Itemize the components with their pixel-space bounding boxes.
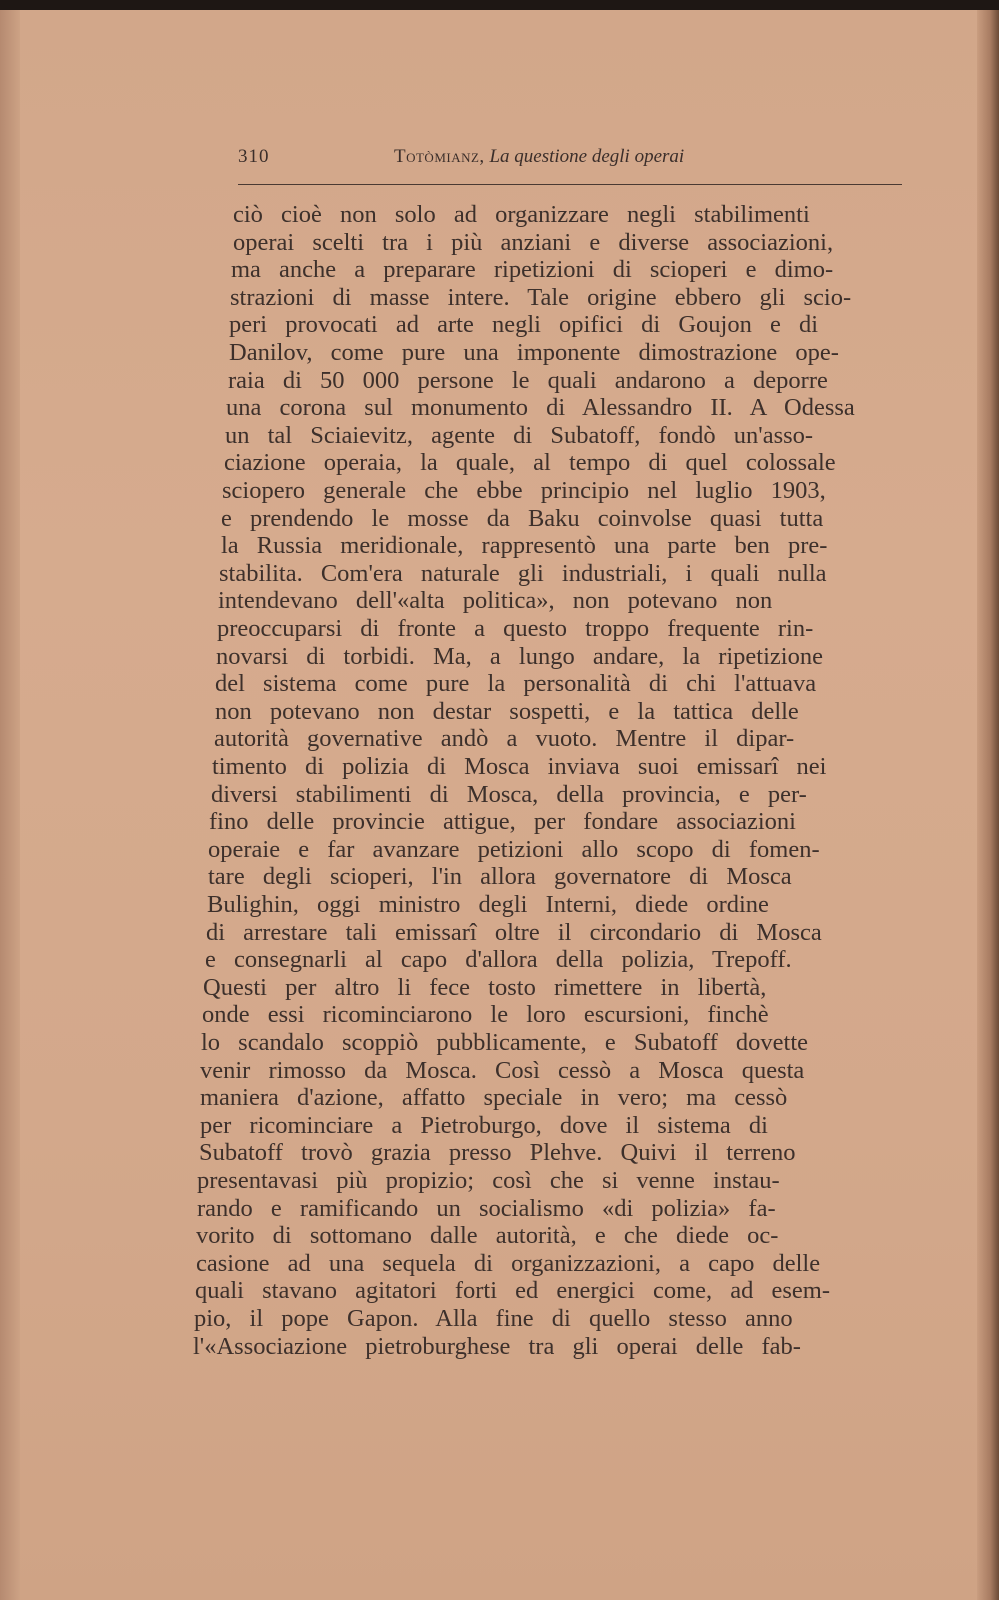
text-line: del sistema come pure la personalità di chi l'attuava: [215, 670, 817, 698]
text-line: la Russia meridionale, rappresentò una parte ben pre-: [221, 532, 828, 560]
text-line: Danilov, come pure una imponente dimostrazione ope-: [229, 339, 839, 366]
text-line: quali stavano agitatori forti ed energici come, ad esem-: [195, 1277, 831, 1305]
text-line: Bulighin, oggi ministro degli Interni, diede ordine: [207, 891, 769, 918]
header-rule: [238, 184, 902, 185]
text-line: una corona sul monumento di Alessandro II. A Odessa: [226, 394, 855, 422]
text-line: Questi per altro li fece tosto rimettere in libertà,: [203, 973, 767, 1001]
text-line: operaie e far avanzare petizioni allo scopo di fomen-: [208, 835, 820, 863]
text-line: venir rimosso da Mosca. Così cessò a Mosca questa: [200, 1056, 805, 1084]
text-line: e prendendo le mosse da Baku coinvolse quasi tutta: [221, 504, 824, 532]
text-line: strazioni di masse intere. Tale origine ebbero gli scio-: [230, 283, 852, 311]
text-line: sciopero generale che ebbe principio nel luglio 1903,: [222, 477, 826, 504]
text-line: e consegnarli al capo d'allora della polizia, Trepoff.: [205, 946, 792, 974]
text-line: tare degli scioperi, l'in allora governatore di Mosca: [208, 863, 792, 891]
text-line: l'«Associazione pietroburghese tra gli operai delle fab-: [193, 1332, 801, 1360]
text-line: per ricominciare a Pietroburgo, dove il sistema di: [200, 1111, 768, 1139]
text-line: maniera d'azione, affatto speciale in vero; ma cessò: [200, 1084, 788, 1112]
text-line: intendevano dell'«alta politica», non potevano non: [218, 587, 773, 615]
text-line: ma anche a preparare ripetizioni di scioperi e dimo-: [231, 256, 834, 284]
text-line: non potevano non destar sospetti, e la tattica delle: [215, 697, 799, 725]
text-line: operai scelti tra i più anziani e diverse associazioni,: [233, 228, 834, 256]
page-number: 310: [238, 146, 270, 167]
text-line: presentavasi più propizio; così che si venne instau-: [197, 1167, 780, 1194]
work-title: La questione degli operai: [489, 146, 685, 167]
author-name: Totòmianz,: [394, 146, 485, 167]
text-line: pio, il pope Gapon. Alla fine di quello stesso anno: [194, 1305, 793, 1332]
text-line: peri provocati ad arte negli opifici di Goujon e di: [229, 311, 819, 339]
text-line: novarsi di torbidi. Ma, a lungo andare, la ripetizione: [216, 642, 823, 670]
text-line: vorito di sottomano dalle autorità, e che diede oc-: [196, 1222, 779, 1250]
text-line: onde essi ricominciarono le loro escursioni, finchè: [202, 1001, 769, 1029]
text-line: diversi stabilimenti di Mosca, della provincia, e per-: [211, 780, 807, 808]
page-right-edge: [977, 10, 999, 1600]
text-line: raia di 50 000 persone le quali andarono a deporre: [228, 366, 828, 394]
text-line: casione ad una sequela di organizzazioni, a capo delle: [196, 1249, 821, 1277]
text-line: un tal Sciaievitz, agente di Subatoff, fondò un'asso-: [225, 421, 814, 449]
text-line: rando e ramificando un socialismo «di polizia» fa-: [197, 1194, 776, 1222]
text-line: lo scandalo scoppiò pubblicamente, e Subatoff dovette: [201, 1029, 809, 1056]
text-line: stabilita. Com'era naturale gli industriali, i quali nulla: [219, 559, 827, 587]
text-line: fino delle provincie attigue, per fondare associazioni: [209, 808, 796, 836]
text-line: ciò cioè non solo ad organizzare negli stabilimenti: [233, 201, 810, 228]
page-left-edge: [0, 10, 20, 1600]
text-line: di arrestare tali emissarî oltre il circondario di Mosca: [206, 918, 822, 946]
text-line: preoccuparsi di fronte a questo troppo frequente rin-: [217, 615, 814, 642]
text-line: timento di polizia di Mosca inviava suoi emissarî nei: [212, 753, 827, 780]
running-title: [394, 146, 684, 168]
text-line: Subatoff trovò grazia presso Plehve. Quivi il terreno: [199, 1139, 796, 1167]
text-line: ciazione operaia, la quale, al tempo di quel colossale: [224, 449, 836, 477]
text-line: autorità governative andò a vuoto. Mentre il dipar-: [214, 725, 795, 753]
running-head: [238, 146, 898, 176]
